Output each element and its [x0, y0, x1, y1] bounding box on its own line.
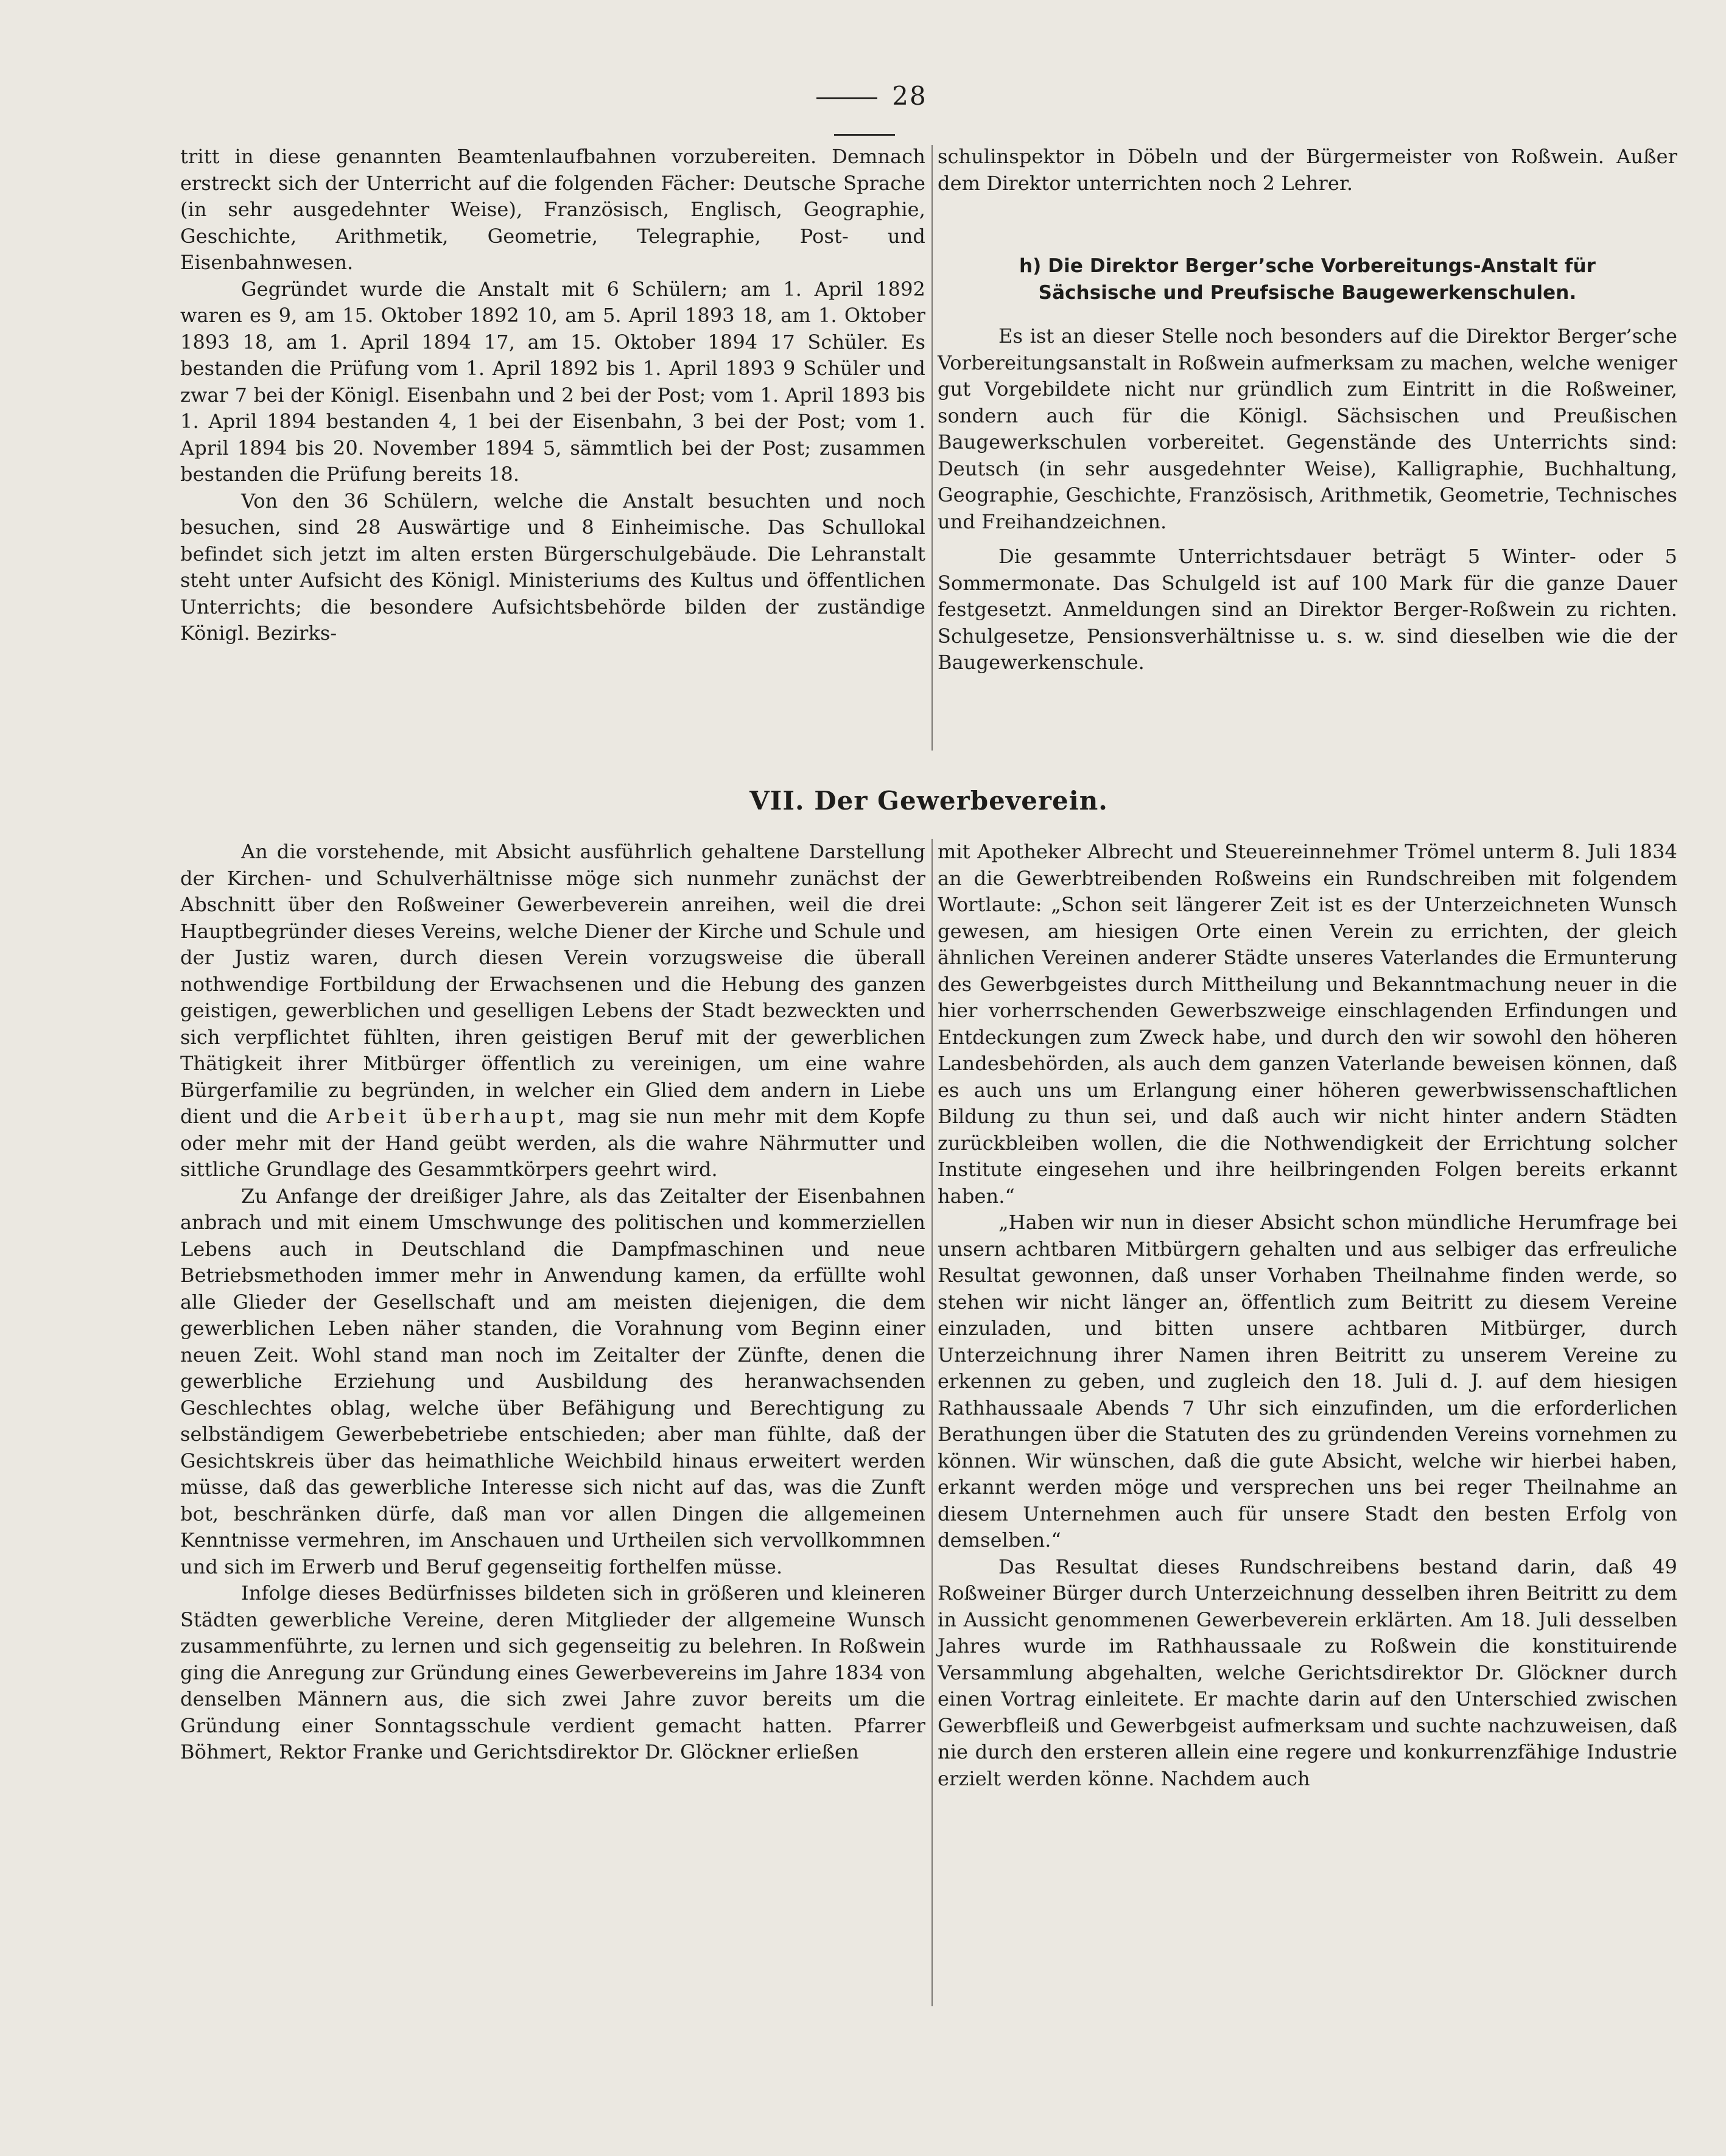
- paragraph: mit Apotheker Albrecht und Steuereinnehmer Trömel unterm 8. Juli 1834 an die Gewerbtreibenden Roßweins ein Rundschreiben mit folgendem Wortlaute: „Schon seit längerer Zeit ist es der Unterzeichneten Wunsch gewesen, am hiesigen Orte einen Verein zu errichten, der gleich ähnlichen Vereinen anderer Städte unseres Vaterlandes die Ermunterung des Gewerbgeistes durch Mittheilung und Bekanntmachung neuer in die hier vorherrschenden Gewerbszweige einschlagenden Erfindungen und Entdeckungen zum Zweck habe, und durch den wir sowohl den höheren Landesbehörden, als auch dem ganzen Vaterlande beweisen können, daß es auch uns um Erlangung einer höheren gewerbwissenschaftlichen Bildung zu thun sei, und daß auch wir nicht hinter andern Städten zurückbleiben wollen, die die Nothwendigkeit der Errichtung solcher Institute eingesehen und ihre heilbringenden Folgen bereits erkannt haben.“: [938, 840, 1677, 1208]
- column-top-left: [180, 144, 925, 647]
- paragraph: [180, 839, 925, 1183]
- emphasized-text: Arbeit überhaupt,: [326, 1105, 569, 1128]
- dash-right: [834, 134, 895, 136]
- paragraph: schulinspektor in Döbeln und der Bürgermeister von Roßwein. Außer dem Direktor unterrichten noch 2 Lehrer.: [938, 145, 1677, 195]
- column-top-right: [938, 144, 1677, 676]
- paragraph: Die gesammte Unterrichtsdauer beträgt 5 Winter- oder 5 Sommermonate. Das Schulgeld ist auf 100 Mark für die ganze Dauer festgesetzt. Anmeldungen sind an Direktor Berger-Roßwein zu richten. Schulgesetze, Pensionsverhältnisse u. s. w. sind dieselben wie die der Baugewerkenschule.: [938, 545, 1677, 674]
- paragraph: Das Resultat dieses Rundschreibens bestand darin, daß 49 Roßweiner Bürger durch Unterzeichnung desselben ihren Beitritt zu dem in Aussicht genommenen Gewerbeverein erklärten. Am 18. Juli desselben Jahres wurde im Rathhaussaale zu Roßwein die konstituirende Versammlung abgehalten, welche Gerichtsdirektor Dr. Glöckner durch einen Vortrag einleitete. Er machte darin auf den Unterschied zwischen Gewerbfleiß und Gewerbgeist aufmerksam und suchte nachzuweisen, daß nie durch den ersteren allein eine regere und konkurrenzfähige Industrie erzielt werden könne. Nachdem auch: [938, 1555, 1677, 1790]
- column-divider-bottom: [931, 839, 933, 2006]
- paragraph: „Haben wir nun in dieser Absicht schon mündliche Herumfrage bei unsern achtbaren Mitbürgern gehalten und aus selbiger das erfreuliche Resultat gewonnen, daß unser Vorhaben Theilnahme finden werde, so stehen wir nicht länger an, öffentlich zum Beitritt zu diesem Vereine einzuladen, und bitten unsere achtbaren Mitbürger, durch Unterzeichnung ihrer Namen ihren Beitritt zu unserem Vereine zu erkennen zu geben, und zugleich den 18. Juli d. J. auf dem hiesigen Rathhaussaale Abends 7 Uhr sich einzufinden, um die erforderlichen Berathungen über die Statuten des zu gründenden Vereins vornehmen zu können. Wir wünschen, daß die gute Absicht, welche wir hierbei haben, erkannt werden möge und versprechen uns bei reger Theilnahme an diesem Unternehmen auch für unsere Stadt den besten Erfolg von demselben.“: [938, 1211, 1677, 1552]
- paragraph: Gegründet wurde die Anstalt mit 6 Schülern; am 1. April 1892 waren es 9, am 15. Oktober 1892 10, am 5. April 1893 18, am 1. Oktober 1893 18, am 1. April 1894 17, am 15. Oktober 1894 17 Schüler. Es bestanden die Prüfung vom 1. April 1892 bis 1. April 1893 9 Schüler und zwar 7 bei der Königl. Eisenbahn und 2 bei der Post; vom 1. April 1893 bis 1. April 1894 bestanden 4, 1 bei der Eisenbahn, 3 bei der Post; vom 1. April 1894 bis 20. November 1894 5, sämmtlich bei der Post; zusammen bestanden die Prüfung bereits 18.: [180, 277, 925, 486]
- column-divider-top: [931, 145, 933, 751]
- paragraph: Es ist an dieser Stelle noch besonders auf die Direktor Berger’sche Vorbereitungsanstalt in Roßwein aufmerksam zu machen, welche weniger gut Vorgebildete nicht nur gründlich zum Eintritt in die Roßweiner, sondern auch für die Königl. Sächsischen und Preußischen Baugewerkschulen vorbereitet. Gegenstände des Unterrichts sind: Deutsch (in sehr ausgedehnter Weise), Kalligraphie, Buchhaltung, Geographie, Geschichte, Französisch, Arithmetik, Geometrie, Technisches und Freihandzeichnen.: [938, 324, 1677, 533]
- dash-left: [816, 97, 877, 99]
- section-title: VII. Der Gewerbeverein.: [749, 786, 1108, 816]
- subsection-heading: [938, 253, 1677, 306]
- page-number: [785, 78, 944, 114]
- page-number-text: 28: [892, 81, 927, 111]
- column-bottom-left: [180, 839, 925, 1766]
- text-run: mag sie nun mehr mit dem Kopfe oder mehr mit der Hand geübt werden, als die wahre Nährmutter und sittliche Grundlage des Gesammtkörpers geehrt wird.: [180, 1105, 925, 1181]
- text-run: An die vorstehende, mit Absicht ausführlich gehaltene Darstellung der Kirchen- und Schulverhältnisse möge sich nunmehr zunächst der Abschnitt über den Roßweiner Gewerbeverein anreihen, weil die drei Hauptbegründer dieses Vereins, welche Diener der Kirche und Schule und der Justiz waren, durch diesen Verein vorzugsweise die überall nothwendige Fortbildung der Erwachsenen und die Hebung des ganzen geistigen, gewerblichen und geselligen Lebens der Stadt bezweckten und sich verpflichtet fühlten, ihren geistigen Beruf mit der gewerblichen Thätigkeit ihrer Mitbürger öffentlich zu vereinigen, um eine wahre Bürgerfamilie zu begründen, in welcher ein Glied dem andern in Liebe dient und die: [180, 840, 925, 1128]
- column-bottom-right: [938, 839, 1677, 1792]
- paragraph: tritt in diese genannten Beamtenlaufbahnen vorzubereiten. Demnach erstreckt sich der Unterricht auf die folgenden Fächer: Deutsche Sprache (in sehr ausgedehnter Weise), Französisch, Englisch, Geographie, Geschichte, Arithmetik, Geometrie, Telegraphie, Post- und Eisenbahnwesen.: [180, 145, 925, 274]
- paragraph: Infolge dieses Bedürfnisses bildeten sich in größeren und kleineren Städten gewerbliche Vereine, deren Mitglieder der allgemeine Wunsch zusammenführte, zu lernen und sich gegenseitig zu belehren. In Roßwein ging die Anregung zur Gründung eines Gewerbevereins im Jahre 1834 von denselben Männern aus, die sich zwei Jahre zuvor bereits um die Gründung einer Sonntagsschule verdient gemacht hatten. Pfarrer Böhmert, Rektor Franke und Gerichtsdirektor Dr. Glöckner erließen: [180, 1581, 925, 1763]
- paragraph: Von den 36 Schülern, welche die Anstalt besuchten und noch besuchen, sind 28 Auswärtige und 8 Einheimische. Das Schullokal befindet sich jetzt im alten ersten Bürgerschulgebäude. Die Lehranstalt steht unter Aufsicht des Königl. Ministeriums des Kultus und öffentlichen Unterrichts; die besondere Aufsichtsbehörde bilden der zuständige Königl. Bezirks-: [180, 489, 925, 645]
- subsection-heading-line: Sächsische und Preufsische Baugewerkenschulen.: [1038, 282, 1577, 304]
- paragraph: Zu Anfange der dreißiger Jahre, als das Zeitalter der Eisenbahnen anbrach und mit einem Umschwunge des politischen und kommerziellen Lebens auch in Deutschland die Dampfmaschinen und neue Betriebsmethoden immer mehr in Anwendung kamen, da erfüllte wohl alle Glieder der Gesellschaft und am meisten diejenigen, die dem gewerblichen Leben näher standen, die Vorahnung vom Beginn einer neuen Zeit. Wohl stand man noch im Zeitalter der Zünfte, denen die gewerbliche Erziehung und Ausbildung des heranwachsenden Geschlechtes oblag, welche über Befähigung und Berechtigung zu selbständigem Gewerbebetriebe entschieden; aber man fühlte, daß der Gesichtskreis über das heimathliche Weichbild hinaus erweitert werden müsse, daß das gewerbliche Interesse sich nicht auf das, was die Zunft bot, beschränken dürfe, daß man vor allen Dingen die allgemeinen Kenntnisse vermehren, im Anschauen und Urtheilen sich vervollkommnen und sich im Erwerb und Beruf gegenseitig forthelfen müsse.: [180, 1184, 925, 1578]
- subsection-heading-line: h) Die Direktor Berger’sche Vorbereitungs-Anstalt für: [1019, 255, 1596, 277]
